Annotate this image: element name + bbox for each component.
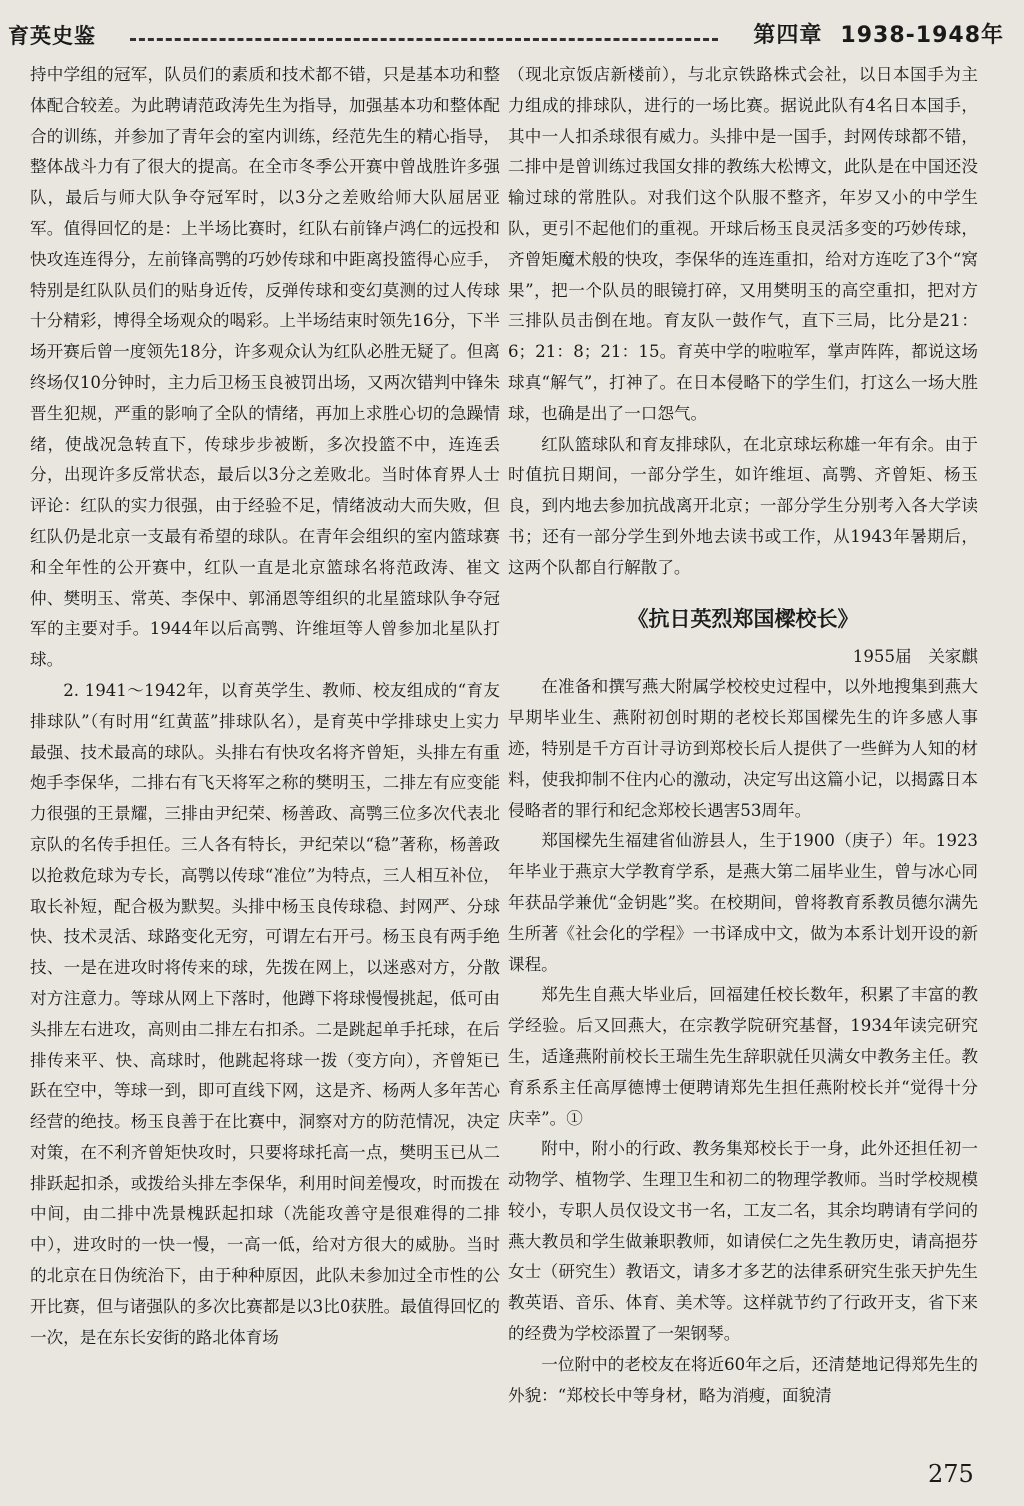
article-title: 《抗日英烈郑国樑校长》 xyxy=(627,606,859,631)
left-paragraph-2: 2. 1941～1942年，以育英学生、教师、校友组成的“育友排球队”（有时用“红黄蓝”排球队名），是育英中学排球史上实力最强、技术最高的球队。头排右有快攻名将齐曾矩，头排左有重炮手李保华，二排右有飞天将军之称的樊明玉，二排左有应变能力很强的王景耀，三排由尹纪荣、杨善政、高鹗三位多次代表北京队的名传手担任。三人各有特长，尹纪荣以“稳”著称，杨善政以抢救危球为专长，高鹗以传球“准位”为特点，三人相互补位，取长补短，配合极为默契。头排中杨玉良传球稳、封网严、分球快、技术灵活、球路变化无穷，可谓左右开弓。杨玉良有两手绝技、一是在进攻时将传来的球，先拨在网上，以迷惑对方，分散对方注意力。等球从网上下落时，他蹲下将球慢慢挑起，低可由头排左右进攻，高则由二排左右扣杀。二是跳起单手托球，在后排传来平、快、高球时，他跳起将球一拨（变方向），齐曾矩已跃在空中，等球一到，即可直线下网，这是齐、杨两人多年苦心经营的绝技。杨玉良善于在比赛中，洞察对方的防范情况，决定对策，在不利齐曾矩快攻时，只要将球托高一点，樊明玉已从二排跃起扣杀，或拨给头排左李保华，利用时间差慢攻，时而拨在中间，由二排中冼景槐跃起扣球（冼能攻善守是很难得的二排中），进攻时的一快一慢，一高一低，给对方很大的威胁。当时的北京在日伪统治下，由于种种原因，此队未参加过全市性的公开比赛，但与诸强队的多次比赛都是以3比0获胜。最值得回忆的一次，是在东长安街的路北体育场 xyxy=(30,680,500,1347)
page-number: 275 xyxy=(928,1460,974,1488)
left-paragraph-1: 持中学组的冠军，队员们的素质和技术都不错，只是基本功和整体配合较差。为此聘请范政涛先生为指导，加强基本功和整体配合的训练，并参加了青年会的室内训练，经范先生的精心指导，整体战斗力有了很大的提高。在全市冬季公开赛中曾战胜许多强队，最后与师大队争夺冠军时，以3分之差败给师大队屈居亚军。值得回忆的是：上半场比赛时，红队右前锋卢鸿仁的远投和快攻连连得分，左前锋高鹗的巧妙传球和中距离投篮得心应手，特别是红队队员们的贴身近传，反弹传球和变幻莫测的过人传球十分精彩，博得全场观众的喝彩。上半场结束时领先16分，下半场开赛后曾一度领先18分，许多观众认为红队必胜无疑了。但离终场仅10分钟时，主力后卫杨玉良被罚出场，又两次错判中锋朱晋生犯规，严重的影响了全队的情绪，再加上求胜心切的急躁情绪，使战况急转直下，传球步步被断，多次投篮不中，连连丢分，出现许多反常状态，最后以3分之差败北。当时体育界人士评论：红队的实力很强，由于经验不足，情绪波动大而失败，但红队仍是北京一支最有希望的球队。在青年会组织的室内篮球赛和全年性的公开赛中，红队一直是北京篮球名将范政涛、崔文仲、樊明玉、常英、李保中、郭涌恩等组织的北星篮球队争夺冠军的主要对手。1944年以后高鹗、许维垣等人曾参加北星队打球。 xyxy=(30,65,500,670)
article-paragraph-4: 附中，附小的行政、教务集郑校长于一身，此外还担任初一动物学、植物学、生理卫生和初二的物理学教师。当时学校规模较小，专职人员仅设文书一名，工友二名，其余均聘请有学问的燕大教员和学生做兼职教师，如请侯仁之先生教历史，请高挹芬女士（研究生）教语文，请多才多艺的法律系研究生张天护先生教英语、音乐、体育、美术等。这样就节约了行政开支，省下来的经费为学校添置了一架钢琴。 xyxy=(508,1139,978,1344)
chapter-years: 1938-1948年 xyxy=(840,23,1004,48)
article-paragraph-3: 郑先生自燕大毕业后，回福建任校长数年，积累了丰富的教学经验。后又回燕大，在宗教学院研究基督，1934年读完研究生，适逢燕附前校长王瑞生先生辞职就任贝满女中教务主任。教育系系主任高厚德博士便聘请郑先生担任燕附校长并“觉得十分庆幸”。① xyxy=(508,985,978,1128)
right-paragraph-2: 红队篮球队和育友排球队，在北京球坛称雄一年有余。由于时值抗日期间，一部分学生，如许维垣、高鹗、齐曾矩、杨玉良，到内地去参加抗战离开北京；一部分学生分别考入各大学读书；还有一部分学生到外地去读书或工作，从1943年暑期后，这两个队都自行解散了。 xyxy=(508,434,978,577)
right-column xyxy=(508,60,978,1411)
article-paragraph-5: 一位附中的老校友在将近60年之后，还清楚地记得郑先生的外貌：“郑校长中等身材，略为消瘦，面貌清 xyxy=(508,1354,978,1405)
running-header xyxy=(8,12,1008,54)
article-byline: 1955届 关家麒 xyxy=(852,646,978,666)
article-paragraph-1: 在准备和撰写燕大附属学校校史过程中，以外地搜集到燕大早期毕业生、燕附初创时期的老校长郑国樑先生的许多感人事迹，特别是千方百计寻访到郑校长后人提供了一些鲜为人知的材料，使我抑制不住内心的激动，决定写出这篇小记，以揭露日本侵略者的罪行和纪念郑校长遇害53周年。 xyxy=(508,677,978,820)
book-title: 育英史鉴 xyxy=(8,24,96,48)
right-paragraph-continuation: （现北京饭店新楼前），与北京铁路株式会社，以日本国手为主力组成的排球队，进行的一场比赛。据说此队有4名日本国手，其中一人扣杀球很有威力。头排中是一国手，封网传球都不错，二排中是曾训练过我国女排的教练大松博文，此队是在中国还没输过球的常胜队。对我们这个队服不整齐，年岁又小的中学生队，更引不起他们的重视。开球后杨玉良灵活多变的巧妙传球，齐曾矩魔术般的快攻，李保华的连连重扣，给对方连吃了3个“窝果”，把一个队员的眼镜打碎，又用樊明玉的高空重扣，把对方三排队员击倒在地。育友队一鼓作气，直下三局，比分是21：6；21：8；21：15。育英中学的啦啦军，掌声阵阵，都说这场球真“解气”，打神了。在日本侵略下的学生们，打这么一场大胜球，也确是出了一口怨气。 xyxy=(508,65,978,423)
chapter-number: 第四章 xyxy=(753,23,823,48)
chapter-heading xyxy=(735,18,1004,49)
header-rule xyxy=(130,38,718,41)
article-paragraph-2: 郑国樑先生福建省仙游县人，生于1900（庚子）年。1923年毕业于燕京大学教育学系，是燕大第二届毕业生，曾与冰心同年获品学兼优“金钥匙”奖。在校期间，曾将教育系教员德尔满先生所著《社会化的学程》一书译成中文，做为本系计划开设的新课程。 xyxy=(508,831,978,974)
left-column xyxy=(30,60,500,1353)
